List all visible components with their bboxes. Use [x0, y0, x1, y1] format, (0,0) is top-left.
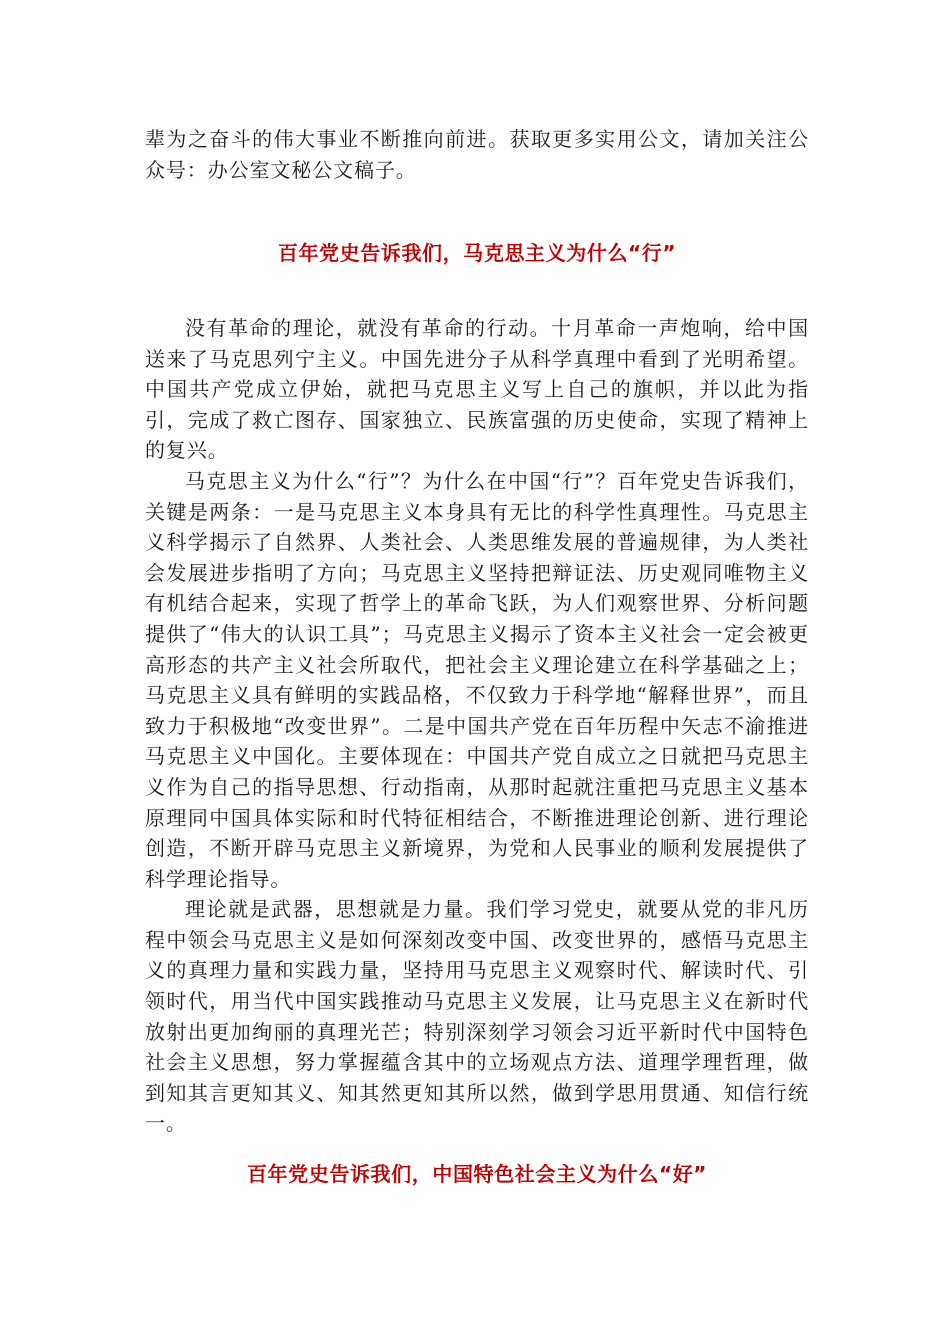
section2-heading: 百年党史告诉我们，中国特色社会主义为什么“好” [246, 1162, 708, 1186]
section1-body [145, 313, 809, 1139]
body-paragraph: 没有革命的理论，就没有革命的行动。十月革命一声炮响，给中国送来了马克思列宁主义。中国先进分子从科学真理中看到了光明希望。中国共产党成立伊始，就把马克思主义写上自己的旗帜，并以此为指引，完成了救亡图存、国家独立、民族富强的历史使命，实现了精神上的复兴。 [145, 316, 809, 463]
body-paragraph: 马克思主义为什么“行”？为什么在中国“行”？百年党史告诉我们，关键是两条：一是马克思主义本身具有无比的科学性真理性。马克思主义科学揭示了自然界、人类社会、人类思维发展的普遍规律，为人类社会发展进步指明了方向；马克思主义坚持把辩证法、历史观同唯物主义有机结合起来，实现了哲学上的革命飞跃，为人们观察世界、分析问题提供了“伟大的认识工具”；马克思主义揭示了资本主义社会一定会被更高形态的共产主义社会所取代，把社会主义理论建立在科学基础之上；马克思主义具有鲜明的实践品格，不仅致力于科学地“解释世界”，而且致力于积极地“改变世界”。二是中国共产党在百年历程中矢志不渝推进马克思主义中国化。主要体现在：中国共产党自成立之日就把马克思主义作为自己的指导思想、行动指南，从那时起就注重把马克思主义基本原理同中国具体实际和时代特征相结合，不断推进理论创新、进行理论创造，不断开辟马克思主义新境界，为党和人民事业的顺利发展提供了科学理论指导。 [145, 468, 809, 891]
continuation-paragraph: 辈为之奋斗的伟大事业不断推向前进。获取更多实用公文，请加关注公众号：办公室文秘公文稿子。 [145, 127, 809, 182]
section1-heading: 百年党史告诉我们，马克思主义为什么“行” [277, 241, 677, 265]
body-paragraph: 理论就是武器，思想就是力量。我们学习党史，就要从党的非凡历程中领会马克思主义是如何深刻改变中国、改变世界的，感悟马克思主义的真理力量和实践力量，坚持用马克思主义观察时代、解读时代、引领时代，用当代中国实践推动马克思主义发展，让马克思主义在新时代放射出更加绚丽的真理光芒；特别深刻学习领会习近平新时代中国特色社会主义思想，努力掌握蕴含其中的立场观点方法、道理学理哲理，做到知其言更知其义、知其然更知其所以然，做到学思用贯通、知信行统一。 [145, 897, 809, 1136]
